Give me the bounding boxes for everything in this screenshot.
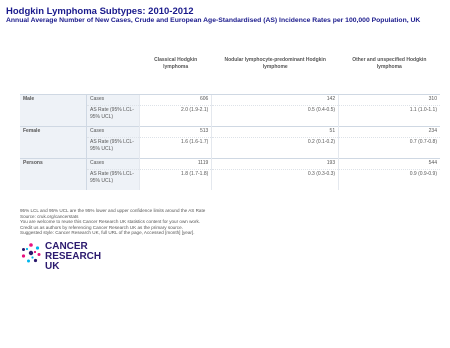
table-cell: 51 [212,127,339,138]
table-row [20,95,440,106]
table-row [20,127,440,138]
table-cell: 0.7 (0.7-0.8) [339,138,440,159]
measure-label: Cases [87,127,140,138]
table-cell: 234 [339,127,440,138]
footnote-line: Credit us as authors by referencing Cancer Research UK as the primary source. [20,224,183,230]
table-cell: 193 [212,159,339,170]
measure-label: AS Rate (95% LCL-95% UCL) [87,106,140,127]
header-blank [87,56,140,95]
table-cell: 0.9 (0.9-0.9) [339,170,440,191]
table-cell: 1.6 (1.6-1.7) [140,138,212,159]
footnotes [20,208,205,236]
incidence-table [20,56,440,190]
footnote-line: Suggested style: Cancer Research UK, full URL of the page, Accessed [month] [year]. [20,230,195,236]
column-header: Classical Hodgkin lymphoma [154,57,198,70]
table-row [20,159,440,170]
column-header: Other and unspecified Hodgkin lymphoma [352,57,427,70]
measure-label: Cases [87,159,140,170]
page-title: Hodgkin Lymphoma Subtypes: 2010-2012 [6,6,194,17]
footnote-line: 95% LCL and 95% UCL are the 95% lower and upper confidence limits around the AS Rate [20,208,206,213]
logo-mark-icon [20,242,42,264]
logo-line: CANCER [45,241,88,252]
table-cell: 2.0 (1.9-2.1) [140,106,212,127]
table-cell: 0.5 (0.4-0.5) [212,106,339,127]
logo-wordmark [45,242,101,272]
table-header-row [20,56,440,95]
group-label: Persons [20,159,87,191]
footnote-line: Source: cruk.org/cancerstats [20,213,79,219]
logo-line: UK [45,261,60,272]
footnote-line: You are welcome to reuse this Cancer Research UK statistics content for your own work. [20,219,201,225]
table-cell: 544 [339,159,440,170]
table-cell: 310 [339,95,440,106]
table-cell: 0.2 (0.1-0.2) [212,138,339,159]
group-label: Female [20,127,87,159]
header-blank [20,56,87,95]
table-cell: 606 [140,95,212,106]
table-cell: 0.3 (0.3-0.3) [212,170,339,191]
group-label: Male [20,95,87,127]
table-cell: 1.1 (1.0-1.1) [339,106,440,127]
measure-label: Cases [87,95,140,106]
column-header: Nodular lymphocyte-predominant Hodgkin lymphome [224,57,326,70]
measure-label: AS Rate (95% LCL-95% UCL) [87,170,140,191]
measure-label: AS Rate (95% LCL-95% UCL) [87,138,140,159]
table-cell: 1.8 (1.7-1.8) [140,170,212,191]
cancer-research-uk-logo [20,242,101,272]
table-cell: 513 [140,127,212,138]
page-subtitle: Annual Average Number of New Cases, Crude and European Age-Standardised (AS) Incidence Rates per 100,000 Population, UK [6,17,421,24]
table-cell: 1119 [140,159,212,170]
table-cell: 142 [212,95,339,106]
logo-line: RESEARCH [45,251,102,262]
